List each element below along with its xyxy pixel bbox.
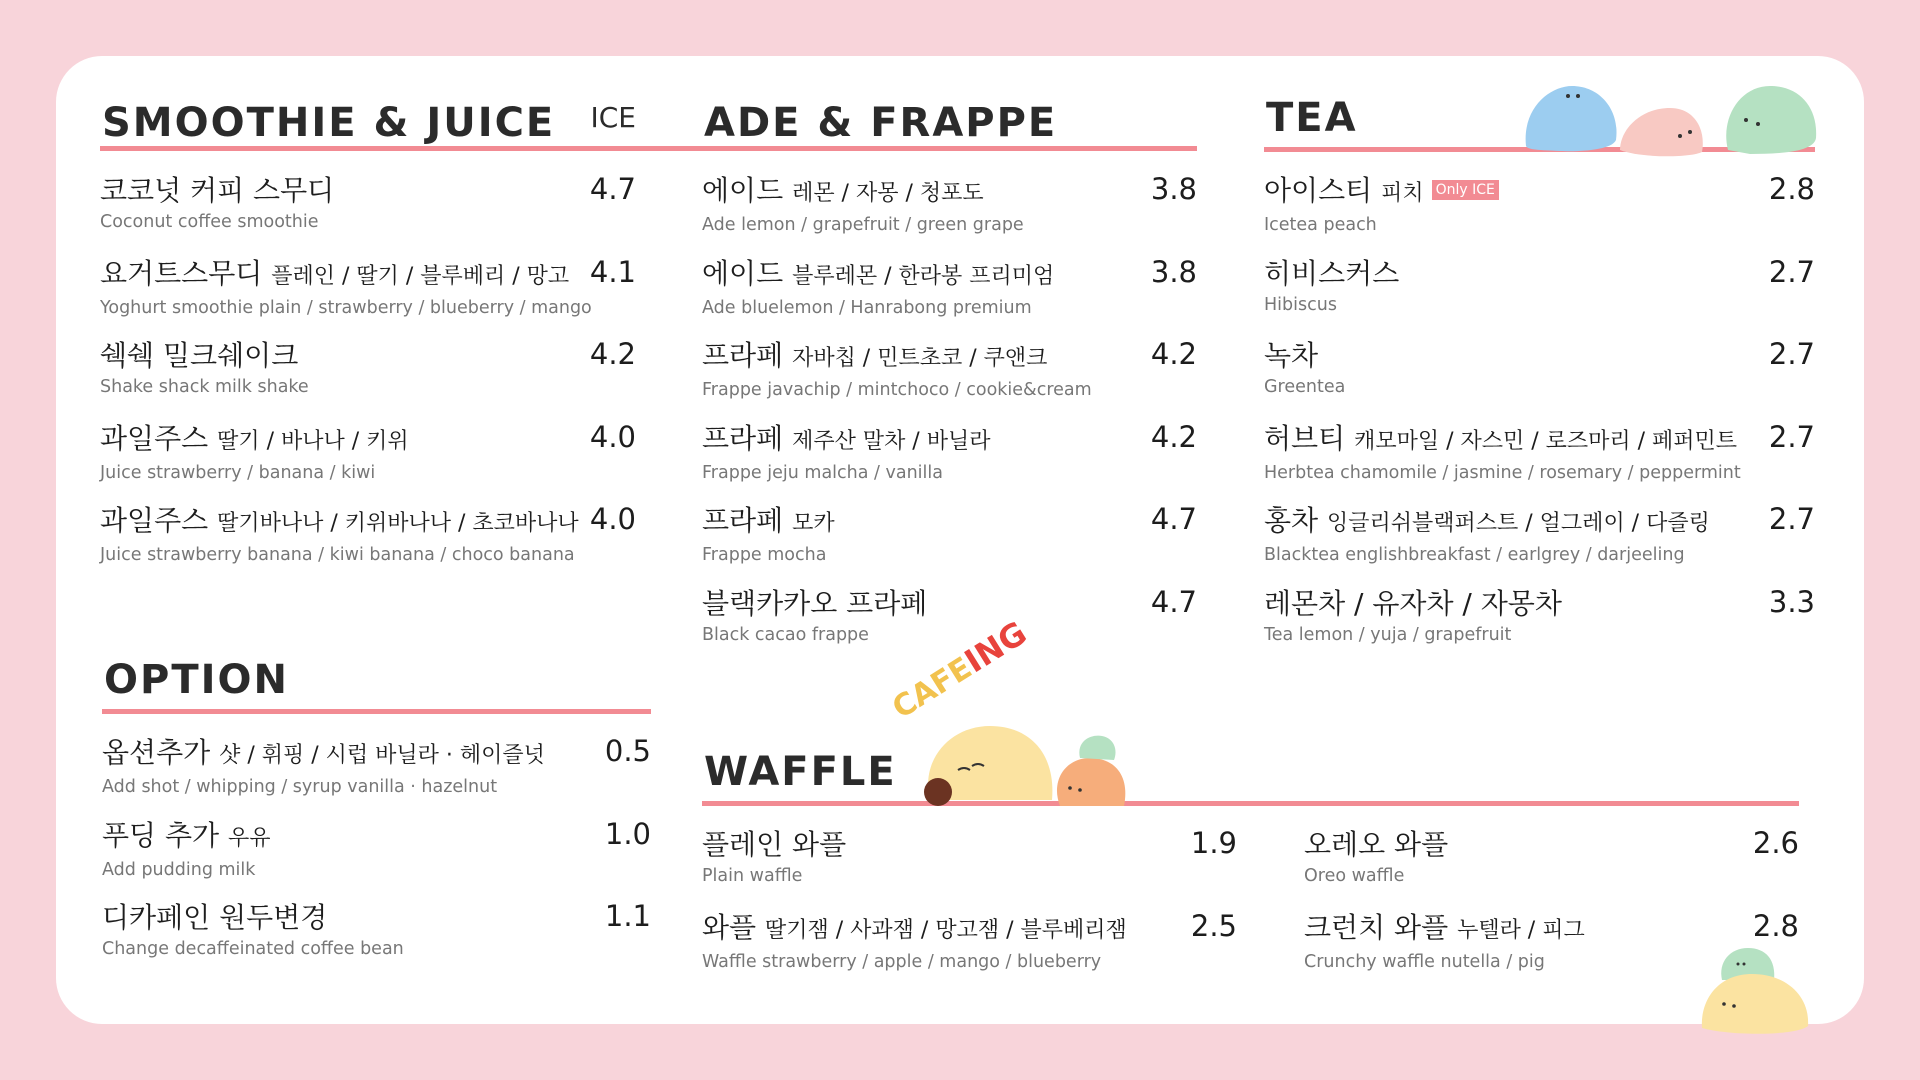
tea-list [1264, 152, 1815, 647]
smoothie-title: SMOOTHIE & JUICE [102, 100, 556, 146]
menu-item-price: 4.0 [589, 502, 636, 536]
menu-item-english: Shake shack milk shake [100, 377, 309, 397]
menu-item-name: 레몬차 / 유자차 / 자몽차 [1264, 586, 1562, 620]
tea-mascots-illustration [1520, 78, 1820, 158]
menu-item-english: Plain waffle [702, 866, 803, 886]
menu-item-name-line [702, 908, 1237, 948]
menu-item-price: 4.2 [1150, 337, 1197, 371]
menu-item-english: Add pudding milk [102, 859, 256, 880]
option-list [102, 714, 651, 962]
menu-item-name-line [702, 504, 1197, 541]
menu-item-options: 우유 [228, 825, 271, 851]
menu-item-english: Juice strawberry / banana / kiwi [100, 462, 376, 483]
menu-item-price: 0.5 [604, 734, 651, 768]
menu-item-english: Hibiscus [1264, 294, 1337, 315]
menu-item [100, 482, 636, 565]
menu-item-name-line [1264, 174, 1815, 211]
logo-ing: ING [957, 613, 1034, 681]
menu-item-price: 4.2 [589, 337, 636, 371]
menu-item [702, 889, 1237, 972]
menu-item-name: 프라페 [702, 421, 784, 455]
menu-item-english: Juice strawberry banana / kiwi banana / choco banana [100, 545, 575, 565]
menu-item-name: 프라페 [702, 339, 784, 372]
ade-list [702, 152, 1197, 647]
menu-item-name-line [102, 816, 651, 856]
menu-item-price: 4.7 [1150, 502, 1197, 536]
menu-item-english: Frappe mocha [702, 545, 827, 565]
menu-item [702, 317, 1197, 400]
menu-item [1264, 400, 1815, 483]
menu-item-name-line [702, 584, 1197, 621]
menu-item [702, 152, 1197, 235]
option-title: OPTION [104, 657, 289, 703]
menu-item-options: 누텔라 / 피그 [1457, 917, 1585, 943]
menu-item-english: Frappe javachip / mintchoco / cookie&cream [702, 380, 1092, 400]
menu-item-options: 피치 [1381, 181, 1424, 206]
menu-item [1264, 565, 1815, 648]
menu-item-price: 2.7 [1768, 337, 1815, 371]
menu-item [100, 152, 636, 235]
menu-item [100, 400, 636, 483]
menu-item-price: 4.1 [589, 254, 636, 289]
option-section [102, 622, 651, 962]
menu-item-name-line [702, 828, 1237, 862]
menu-item-name-line [702, 254, 1197, 294]
logo-cafe: CAFE [886, 650, 979, 726]
menu-item-name: 과일주스 [100, 504, 209, 537]
ade-section [702, 56, 1197, 647]
menu-item-english: Change decaffeinated coffee bean [102, 939, 404, 959]
menu-item-english: Yoghurt smoothie plain / strawberry / blueberry / mango [100, 297, 592, 318]
menu-item-english: Crunchy waffle nutella / pig [1304, 951, 1545, 972]
menu-item [1304, 806, 1799, 889]
menu-item-options: 딸기잼 / 사과잼 / 망고잼 / 블루베리잼 [765, 917, 1127, 943]
waffle-title: WAFFLE [704, 749, 897, 795]
menu-item-price: 3.3 [1768, 584, 1815, 619]
menu-item-price: 2.5 [1190, 908, 1237, 943]
menu-item-name-line [1264, 504, 1815, 541]
menu-item-english: Frappe jeju malcha / vanilla [702, 462, 943, 483]
menu-item-name-line [100, 254, 636, 294]
menu-item [702, 235, 1197, 318]
menu-item-name-line [100, 174, 636, 208]
menu-item-name-line [1264, 419, 1815, 459]
menu-item-options: 모카 [792, 511, 835, 536]
menu-item-price: 2.6 [1752, 826, 1799, 860]
menu-item-name-line [1304, 908, 1799, 948]
menu-item-price: 3.8 [1150, 254, 1197, 289]
menu-item [102, 714, 651, 797]
menu-item [1264, 235, 1815, 318]
menu-item-name: 아이스티 [1264, 174, 1373, 207]
menu-item-name: 블랙카카오 프라페 [702, 586, 928, 620]
tea-title: TEA [1266, 95, 1358, 141]
menu-item-english: Oreo waffle [1304, 866, 1405, 886]
menu-item-price: 1.0 [604, 816, 651, 851]
menu-item-name: 녹차 [1264, 339, 1319, 372]
menu-item-name: 에이드 [702, 256, 784, 290]
menu-item-english: Coconut coffee smoothie [100, 212, 319, 232]
menu-item [1264, 482, 1815, 565]
menu-item-english: Greentea [1264, 377, 1346, 397]
menu-item-english: Tea lemon / yuja / grapefruit [1264, 624, 1512, 645]
menu-item-english: Ade lemon / grapefruit / green grape [702, 215, 1024, 235]
waffle-header [702, 706, 1799, 806]
corner-mascots-illustration [1700, 944, 1820, 1036]
menu-item-name: 오레오 와플 [1304, 828, 1449, 861]
menu-item-name: 프라페 [702, 504, 784, 537]
menu-item-name: 크런치 와플 [1304, 910, 1449, 944]
menu-item-price: 4.7 [1150, 584, 1197, 619]
ade-title: ADE & FRAPPE [704, 100, 1058, 146]
menu-item [702, 482, 1197, 565]
waffle-list-left [702, 806, 1237, 971]
waffle-section [702, 706, 1799, 972]
menu-item-english: Waffle strawberry / apple / mango / blueberry [702, 951, 1102, 972]
menu-item-options: 잉글리쉬블랙퍼스트 / 얼그레이 / 다즐링 [1327, 511, 1710, 536]
menu-item-price: 2.8 [1752, 908, 1799, 943]
menu-item-english: Add shot / whipping / syrup vanilla · hazelnut [102, 777, 498, 797]
only-ice-badge: Only ICE [1432, 180, 1499, 200]
menu-item-name: 홍차 [1264, 504, 1319, 537]
menu-item-price: 4.0 [589, 419, 636, 454]
menu-item-options: 딸기 / 바나나 / 키위 [217, 428, 409, 454]
menu-item [702, 565, 1197, 648]
menu-item-name-line [1264, 584, 1815, 621]
menu-item-name: 허브티 [1264, 421, 1346, 455]
menu-item-name-line [1264, 254, 1815, 291]
menu-item-name-line [100, 419, 636, 459]
menu-item-name: 푸딩 추가 [102, 818, 220, 852]
menu-item-name-line [702, 419, 1197, 459]
menu-item-price: 2.8 [1768, 172, 1815, 206]
menu-item [102, 797, 651, 880]
menu-item-options: 플레인 / 딸기 / 블루베리 / 망고 [271, 263, 570, 289]
menu-item-name-line [1304, 828, 1799, 862]
menu-item [702, 400, 1197, 483]
menu-item [102, 879, 651, 962]
smoothie-list [100, 152, 636, 565]
menu-item-name-line [100, 504, 636, 541]
menu-item [702, 806, 1237, 889]
menu-item-options: 레몬 / 자몽 / 청포도 [792, 181, 984, 206]
menu-item-name: 디카페인 원두변경 [102, 901, 328, 934]
menu-item-options: 블루레몬 / 한라봉 프리미엄 [792, 263, 1055, 289]
menu-item-name: 옵션추가 [102, 736, 211, 769]
menu-item-name: 과일주스 [100, 421, 209, 455]
menu-item-name: 쉑쉑 밀크쉐이크 [100, 339, 299, 372]
menu-item-options: 제주산 말차 / 바닐라 [792, 428, 991, 454]
menu-item-name-line [102, 901, 651, 935]
menu-item-english: Herbtea chamomile / jasmine / rosemary / peppermint [1264, 462, 1741, 483]
menu-item-name-line [1264, 339, 1815, 373]
menu-item-price: 4.7 [589, 172, 636, 206]
menu-item-name-line [100, 339, 636, 373]
menu-item-price: 2.7 [1768, 502, 1815, 536]
ade-header [702, 56, 1197, 152]
menu-item-english: Black cacao frappe [702, 624, 869, 645]
menu-item [100, 317, 636, 400]
menu-item-price: 2.7 [1768, 419, 1815, 454]
menu-item [1264, 317, 1815, 400]
menu-item-name: 코코넛 커피 스무디 [100, 174, 335, 207]
menu-item-options: 자바칩 / 민트초코 / 쿠앤크 [792, 346, 1048, 371]
menu-item-price: 2.7 [1768, 254, 1815, 289]
menu-item-name-line [102, 736, 651, 773]
menu-item-options: 캐모마일 / 자스민 / 로즈마리 / 페퍼민트 [1354, 428, 1738, 454]
waffle-mascots-illustration [910, 720, 1140, 810]
menu-item [100, 235, 636, 318]
menu-item-name: 와플 [702, 910, 757, 944]
ice-label: ICE [590, 101, 636, 134]
menu-item-price: 1.1 [604, 899, 651, 933]
smoothie-section [100, 56, 636, 565]
menu-item-name-line [702, 174, 1197, 211]
menu-item-name: 플레인 와플 [702, 828, 847, 861]
menu-item-price: 4.2 [1150, 419, 1197, 454]
menu-item-name: 요거트스무디 [100, 256, 263, 290]
menu-item-english: Blacktea englishbreakfast / earlgrey / darjeeling [1264, 545, 1685, 565]
smoothie-header [100, 56, 636, 152]
menu-item-english: Icetea peach [1264, 215, 1377, 235]
menu-item-price: 3.8 [1150, 172, 1197, 206]
option-header [102, 622, 651, 714]
menu-item [1264, 152, 1815, 235]
menu-item-name: 에이드 [702, 174, 784, 207]
menu-item-english: Ade bluelemon / Hanrabong premium [702, 297, 1032, 318]
menu-item-options: 딸기바나나 / 키위바나나 / 초코바나나 [217, 511, 579, 536]
menu-item-price: 1.9 [1190, 826, 1237, 860]
menu-item-options: 샷 / 휘핑 / 시럽 바닐라 · 헤이즐넛 [219, 743, 545, 768]
menu-item-name: 히비스커스 [1264, 256, 1400, 290]
menu-item-name-line [702, 339, 1197, 376]
